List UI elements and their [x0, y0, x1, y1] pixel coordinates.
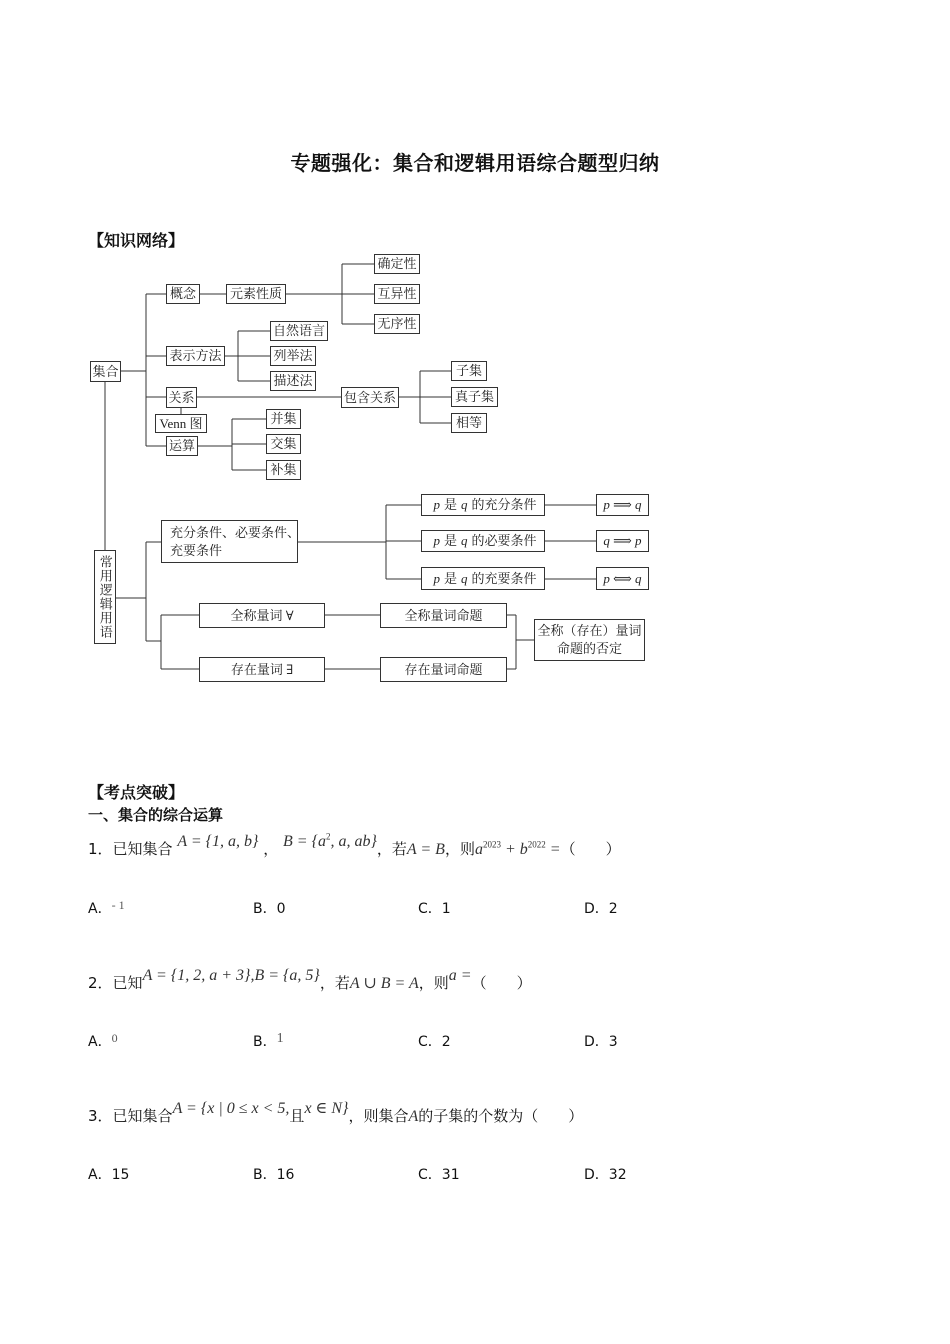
node-operation: 运算: [166, 436, 198, 456]
node-description: 描述法: [270, 371, 316, 391]
node-union: 并集: [266, 409, 301, 429]
subsection-heading: 一、集合的综合运算: [88, 806, 224, 824]
node-p-necessary-q: [421, 530, 545, 552]
exam-heading: 【考点突破】: [88, 783, 185, 802]
q2-number: 2．: [88, 974, 113, 992]
q1-option-d[interactable]: D．2: [584, 901, 618, 917]
node-equal: 相等: [451, 413, 487, 433]
node-universal-proposition: 全称量词命题: [380, 603, 507, 628]
page-title: 专题强化：集合和逻辑用语综合题型归纳: [290, 151, 660, 175]
q1-option-a[interactable]: A．- 1: [88, 898, 125, 917]
node-existential-proposition: 存在量词命题: [380, 657, 507, 682]
node-complement: 补集: [266, 460, 301, 480]
node-set: 集合: [90, 361, 121, 382]
q2-option-c[interactable]: C．2: [418, 1034, 451, 1050]
q2-comma: ,: [250, 967, 255, 984]
q1-text-c: ，则: [444, 840, 475, 858]
q3-option-d[interactable]: D．32: [584, 1167, 627, 1183]
var-p: p: [433, 533, 440, 549]
q2-set-b: B = {a, 5}: [254, 967, 320, 984]
node-distinct: 互异性: [374, 284, 420, 304]
node-venn: Venn 图: [155, 414, 207, 433]
node-natural-language: 自然语言: [270, 321, 328, 341]
node-implies-necessary: q ⟹ p: [596, 530, 649, 552]
node-representation: 表示方法: [166, 346, 225, 366]
q1-number: 1．: [88, 840, 113, 858]
q3-option-b[interactable]: B．16: [253, 1167, 295, 1183]
question-1: [88, 831, 621, 859]
q3-option-a[interactable]: A．15: [88, 1167, 130, 1183]
q1-text-a: 已知集合: [112, 840, 173, 858]
q3-number: 3．: [88, 1107, 113, 1125]
node-p-sufficient-q: [421, 494, 545, 516]
node-relation: 关系: [166, 387, 197, 408]
node-intersection: 交集: [266, 434, 301, 454]
q3-variable: A: [408, 1108, 419, 1125]
text-necessary: 的必要条件: [471, 533, 537, 549]
node-containment: 包含关系: [341, 387, 399, 408]
knowledge-heading: 【知识网络】: [88, 231, 185, 250]
q2-paren: （ ）: [471, 974, 532, 992]
node-definite: 确定性: [374, 254, 420, 274]
var-q: q: [461, 497, 468, 513]
node-conditions: [161, 520, 301, 563]
q3-text-a: 已知集合: [112, 1107, 173, 1125]
node-proper-subset: 真子集: [451, 387, 498, 407]
q1-paren: （ ）: [560, 840, 621, 858]
var-p: p: [433, 570, 440, 586]
node-universal-quantifier: 全称量词 ∀: [199, 603, 325, 628]
node-p-both-q: [421, 567, 545, 590]
q1-set-b: $B = \{a^2$, a, ab}: [283, 831, 377, 850]
text-both: 的充要条件: [471, 570, 537, 586]
q2-option-a[interactable]: A．0: [88, 1031, 118, 1050]
node-subset: 子集: [451, 361, 487, 381]
q3-and: 且: [289, 1107, 305, 1125]
q2-text-b: ，若: [319, 974, 350, 992]
q2-condition: A ∪ B = A: [349, 975, 419, 992]
q2-option-b[interactable]: B．1: [253, 1031, 284, 1050]
q1-sep: ，: [263, 840, 279, 858]
conditions-line-1: 充分条件、必要条件、: [170, 524, 301, 540]
var-q: q: [461, 570, 468, 586]
q1-expression: $a^{2023} + b^{2022}$ =: [474, 839, 561, 858]
node-common-logic: 常用逻辑用语: [94, 550, 116, 644]
node-implies-sufficient: p ⟹ q: [596, 494, 649, 516]
conditions-line-2: 充要条件: [170, 542, 223, 558]
q3-option-c[interactable]: C．31: [418, 1167, 460, 1183]
node-unordered: 无序性: [374, 314, 420, 334]
q2-text-a: 已知: [112, 974, 143, 992]
q2-option-d[interactable]: D．3: [584, 1034, 618, 1050]
q1-condition: A = B: [406, 841, 445, 858]
question-3: [88, 1100, 584, 1126]
q2-variable: a =: [448, 967, 472, 984]
text-sufficient: 的充分条件: [471, 497, 537, 513]
var-p: p: [433, 497, 440, 513]
q3-set-a-cont: x ∈ N}: [304, 1100, 349, 1117]
text-is: 是: [443, 533, 457, 549]
node-negation: [534, 619, 645, 661]
node-element-property: 元素性质: [226, 284, 286, 304]
text-is: 是: [443, 570, 457, 586]
node-enumeration: 列举法: [270, 346, 316, 366]
q2-set-a: A = {1, 2, a + 3}: [142, 967, 251, 984]
q3-text-b: ，则集合: [348, 1107, 409, 1125]
q1-set-a: A = {1, a, b}: [177, 833, 259, 850]
negation-line-2: 命题的否定: [556, 641, 622, 656]
var-q: q: [461, 533, 468, 549]
q1-option-b[interactable]: B．0: [253, 901, 286, 917]
node-concept: 概念: [166, 284, 200, 304]
text-is: 是: [443, 497, 457, 513]
node-existential-quantifier: 存在量词 ∃: [199, 657, 325, 682]
question-2: [88, 967, 532, 993]
q1-option-c[interactable]: C．1: [418, 901, 451, 917]
q3-text-c: 的子集的个数为（ ）: [418, 1107, 584, 1125]
node-implies-both: p ⟺ q: [596, 567, 649, 590]
q1-text-b: ，若: [376, 840, 407, 858]
q3-set-a: A = {x | 0 ≤ x < 5,: [172, 1100, 290, 1117]
negation-line-1: 全称（存在）量词: [537, 623, 642, 639]
q2-text-c: ，则: [418, 974, 449, 992]
